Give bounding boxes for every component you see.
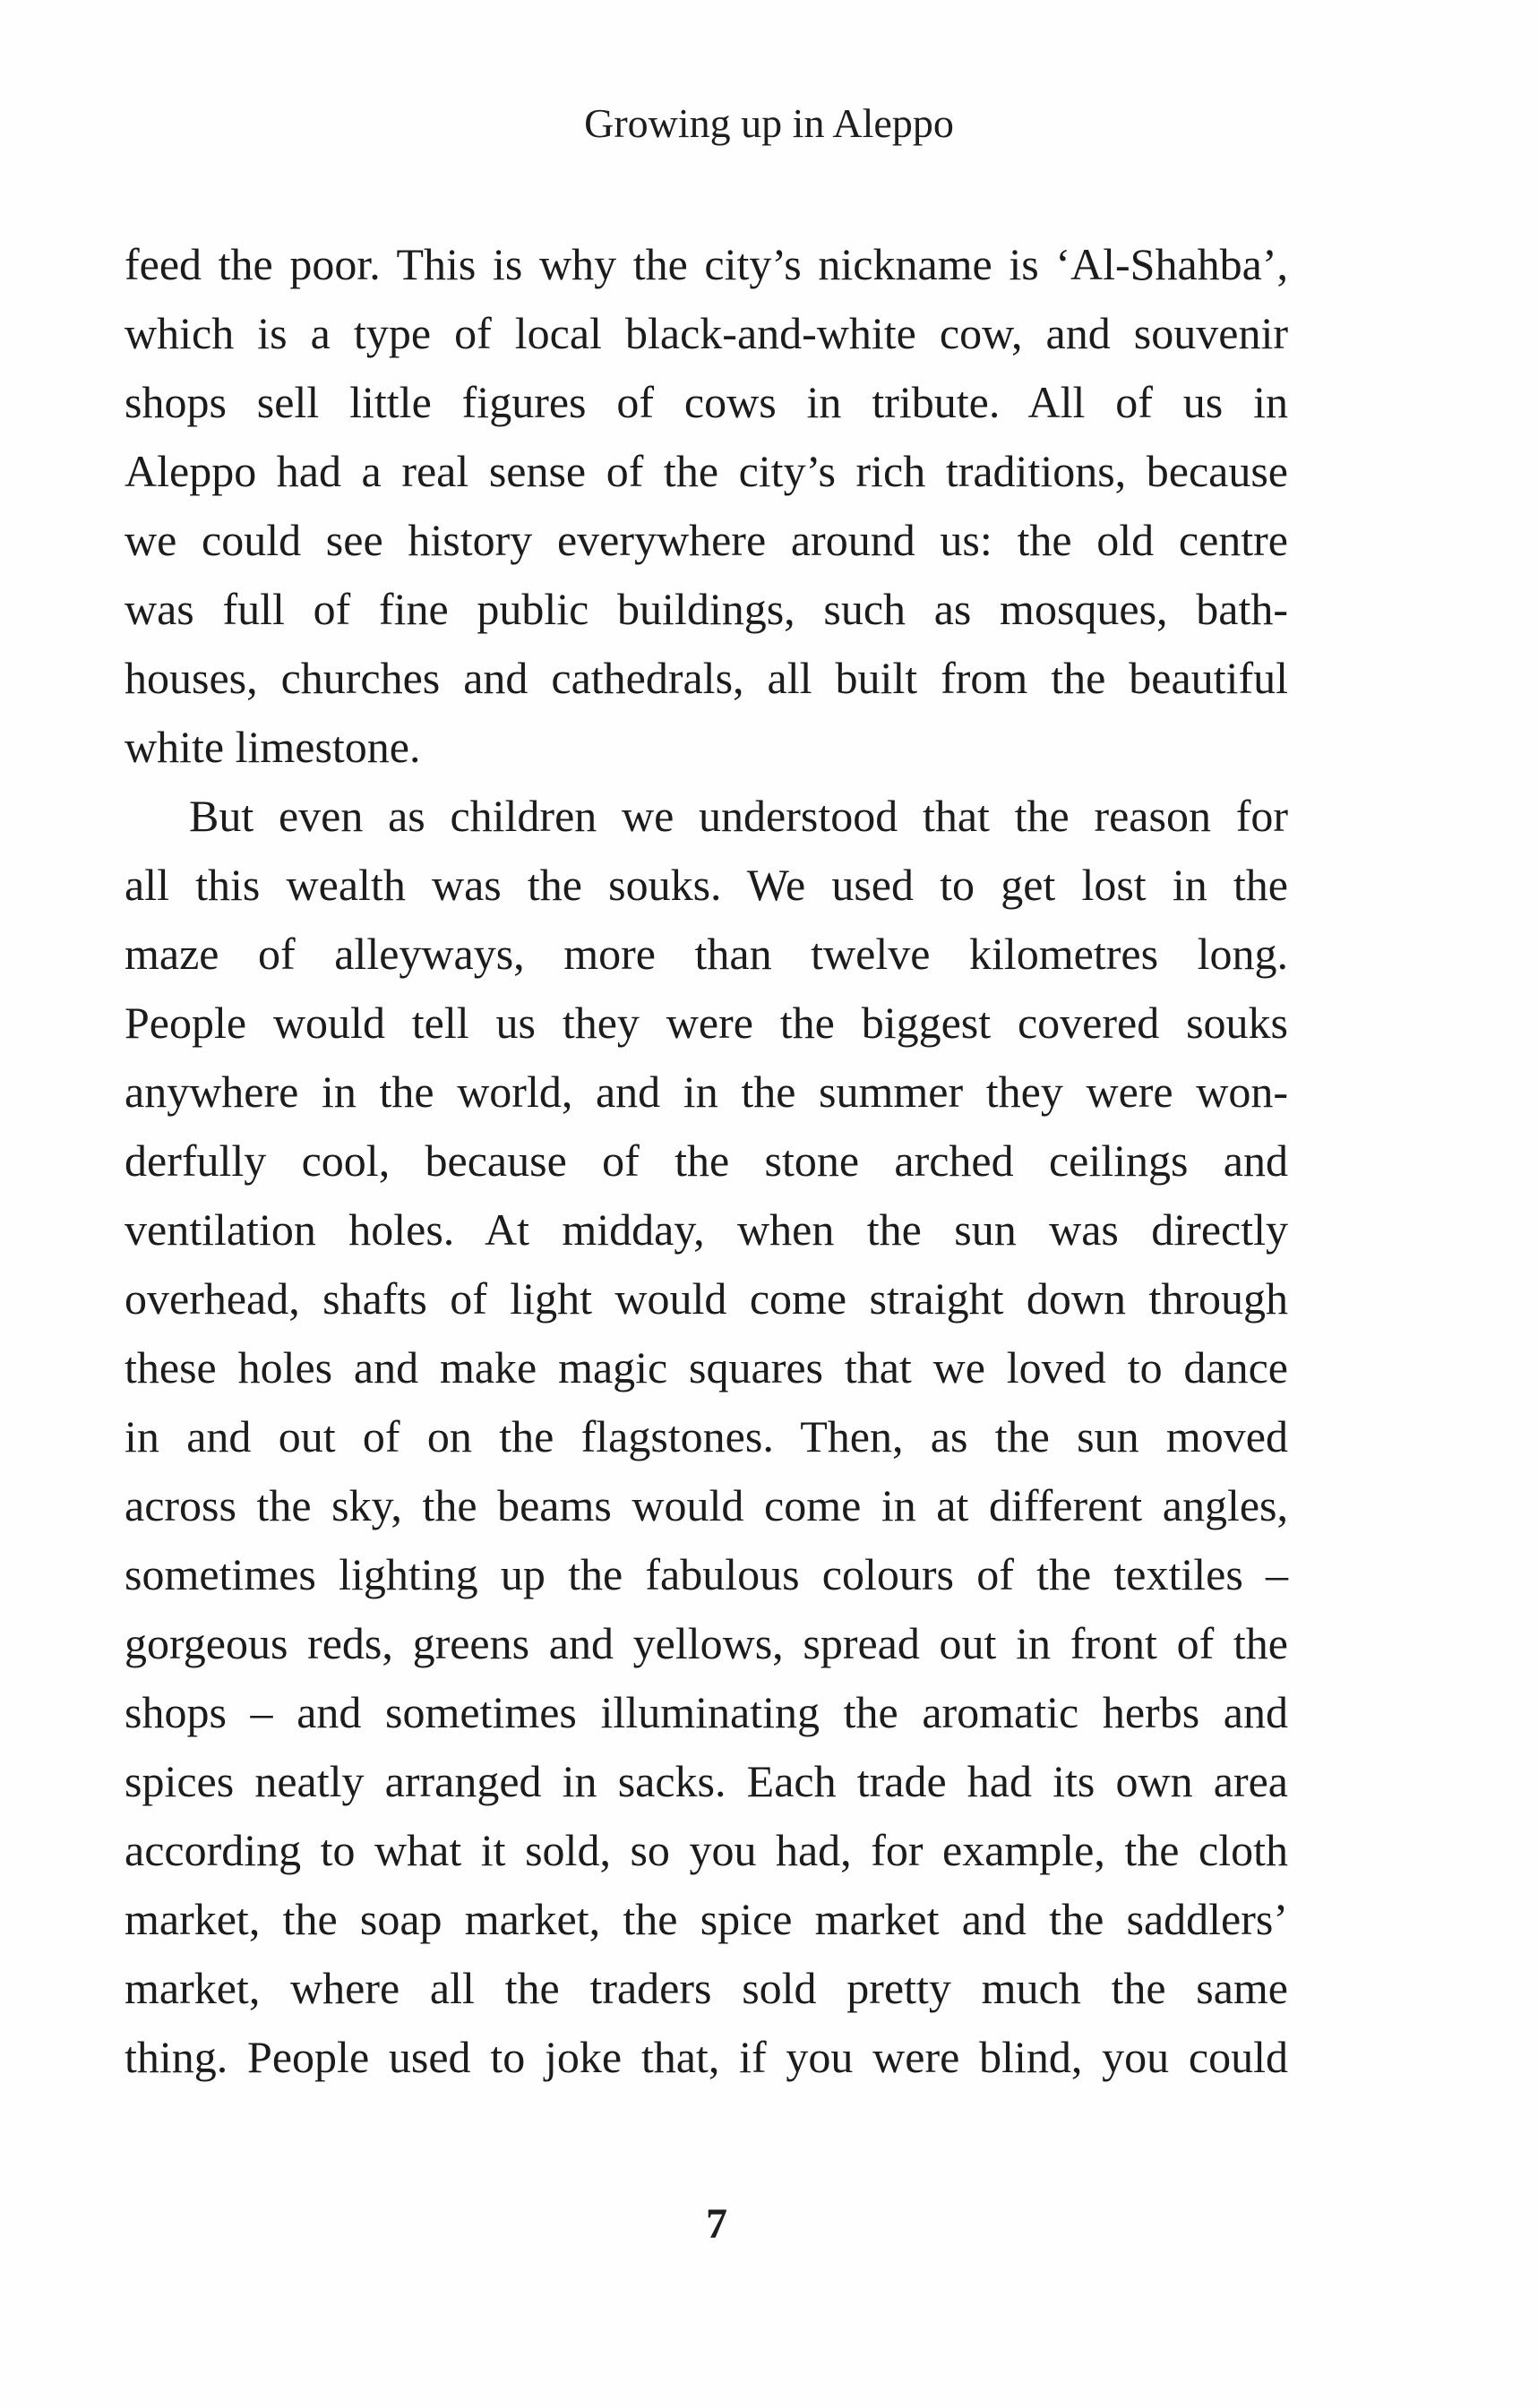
body-text [125, 230, 1288, 2092]
text-line: maze of alleyways, more than twelve kilometres long. [125, 929, 1288, 979]
text-line: which is a type of local black-and-white cow, and souvenir [125, 308, 1288, 358]
text-line: houses, churches and cathedrals, all built from the beautiful [125, 653, 1288, 703]
text-line: ventilation holes. At midday, when the sun was directly [125, 1204, 1288, 1255]
text-line: these holes and make magic squares that we loved to dance [125, 1342, 1288, 1393]
text-line: sometimes lighting up the fabulous colours of the textiles – [125, 1549, 1288, 1599]
text-line: Aleppo had a real sense of the city’s rich traditions, because [125, 446, 1288, 496]
text-line: spices neatly arranged in sacks. Each trade had its own area [125, 1756, 1288, 1806]
text-line: shops – and sometimes illuminating the aromatic herbs and [125, 1687, 1288, 1737]
text-line: gorgeous reds, greens and yellows, spread out in front of the [125, 1618, 1288, 1668]
text-line: overhead, shafts of light would come straight down through [125, 1273, 1288, 1324]
text-line: was full of fine public buildings, such as mosques, bath- [125, 584, 1288, 634]
text-line: People would tell us they were the biggest covered souks [125, 998, 1288, 1048]
text-line: But even as children we understood that the reason for [189, 791, 1288, 841]
text-line: anywhere in the world, and in the summer they were won- [125, 1067, 1288, 1117]
page-number: 7 [706, 2200, 727, 2248]
text-line: shops sell little figures of cows in tribute. All of us in [125, 377, 1288, 427]
text-line: according to what it sold, so you had, for example, the cloth [125, 1825, 1288, 1875]
text-line: feed the poor. This is why the city’s nickname is ‘Al-Shahba’, [125, 239, 1288, 289]
running-head: Growing up in Aleppo [584, 100, 954, 146]
text-line: market, the soap market, the spice market and the saddlers’ [125, 1894, 1288, 1944]
text-line: across the sky, the beams would come in at different angles, [125, 1480, 1288, 1530]
text-line: all this wealth was the souks. We used to get lost in the [125, 860, 1288, 910]
text-line: in and out of on the flagstones. Then, as the sun moved [125, 1411, 1288, 1461]
text-line: thing. People used to joke that, if you were blind, you could [125, 2032, 1288, 2082]
text-line: white limestone. [125, 722, 421, 772]
text-line: derfully cool, because of the stone arched ceilings and [125, 1135, 1288, 1186]
text-line: market, where all the traders sold pretty much the same [125, 1963, 1288, 2013]
text-line: we could see history everywhere around us: the old centre [125, 515, 1288, 565]
